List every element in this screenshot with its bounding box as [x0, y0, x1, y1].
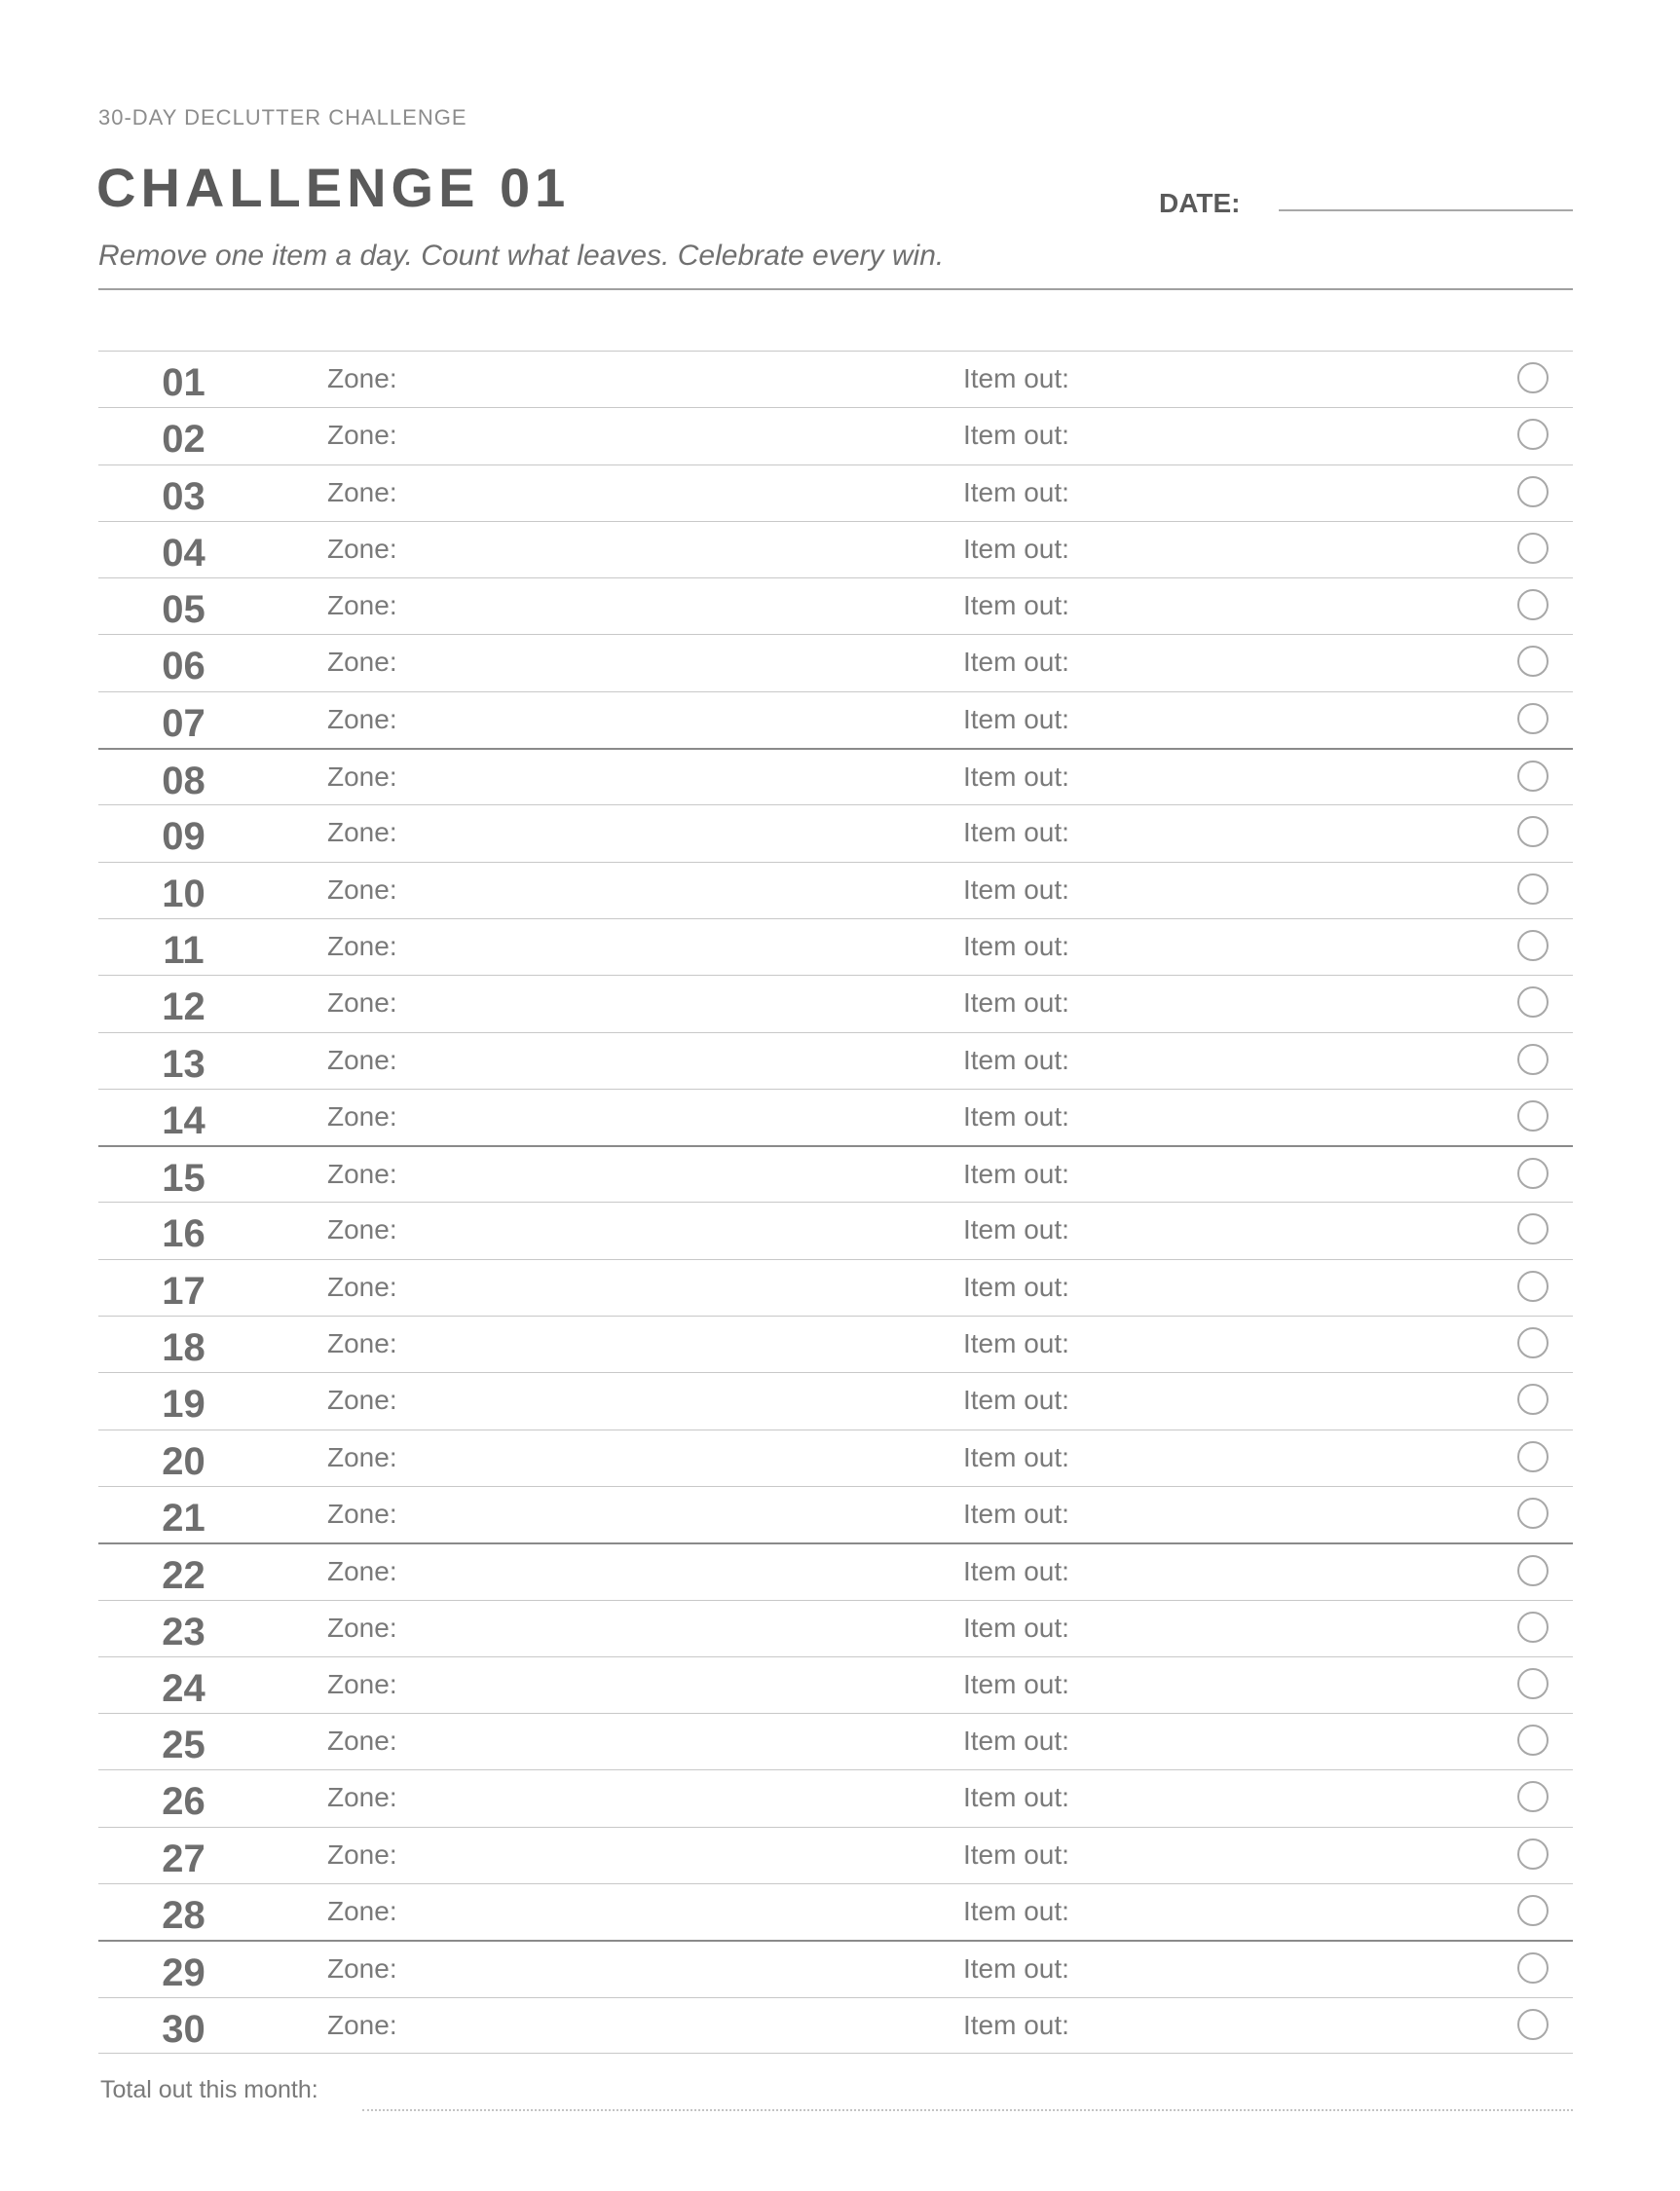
day-complete-checkbox[interactable] [1517, 1555, 1549, 1586]
item-out-field[interactable]: Item out: [963, 817, 1069, 848]
page-subtitle: Remove one item a day. Count what leaves. Celebrate every win. [98, 240, 945, 272]
day-row [98, 1713, 1573, 1769]
zone-field[interactable]: Zone: [327, 1271, 397, 1302]
zone-field[interactable]: Zone: [327, 363, 397, 393]
day-row [98, 1316, 1573, 1372]
total-label: Total out this month: [100, 2076, 318, 2103]
zone-field[interactable]: Zone: [327, 1782, 397, 1813]
day-row [98, 407, 1573, 464]
zone-field[interactable]: Zone: [327, 761, 397, 793]
day-number: 30 [162, 2007, 205, 2051]
day-complete-checkbox[interactable] [1517, 1668, 1549, 1699]
item-out-field[interactable]: Item out: [963, 1498, 1069, 1529]
day-number: 08 [162, 760, 205, 803]
day-number: 21 [162, 1496, 205, 1540]
day-number: 07 [162, 701, 205, 745]
day-complete-checkbox[interactable] [1517, 930, 1549, 961]
day-row [98, 975, 1573, 1031]
zone-field[interactable]: Zone: [327, 1556, 397, 1587]
day-complete-checkbox[interactable] [1517, 1327, 1549, 1358]
page-title: CHALLENGE 01 [96, 157, 571, 218]
zone-field[interactable]: Zone: [327, 1498, 397, 1529]
item-out-field[interactable]: Item out: [963, 590, 1069, 621]
day-row [98, 1145, 1573, 1202]
day-complete-checkbox[interactable] [1517, 589, 1549, 620]
day-row [98, 748, 1573, 804]
item-out-field[interactable]: Item out: [963, 930, 1069, 961]
day-complete-checkbox[interactable] [1517, 362, 1549, 393]
item-out-field[interactable]: Item out: [963, 2009, 1069, 2040]
day-number: 29 [162, 1951, 205, 1995]
day-complete-checkbox[interactable] [1517, 419, 1549, 450]
item-out-field[interactable]: Item out: [963, 1668, 1069, 1699]
item-out-field[interactable]: Item out: [963, 1100, 1069, 1132]
challenge-series-label: 30-DAY DECLUTTER CHALLENGE [98, 105, 467, 130]
zone-field[interactable]: Zone: [327, 1668, 397, 1699]
day-number: 12 [162, 985, 205, 1029]
day-number: 19 [162, 1383, 205, 1427]
zone-field[interactable]: Zone: [327, 987, 397, 1019]
day-number: 11 [163, 928, 205, 972]
zone-field[interactable]: Zone: [327, 930, 397, 961]
day-number: 01 [162, 361, 205, 404]
day-complete-checkbox[interactable] [1517, 873, 1549, 905]
zone-field[interactable]: Zone: [327, 1214, 397, 1245]
zone-field[interactable]: Zone: [327, 1896, 397, 1927]
item-out-field[interactable]: Item out: [963, 1441, 1069, 1472]
day-number: 27 [162, 1837, 205, 1880]
day-number: 25 [162, 1724, 205, 1767]
day-complete-checkbox[interactable] [1517, 476, 1549, 507]
day-complete-checkbox[interactable] [1517, 761, 1549, 792]
zone-field[interactable]: Zone: [327, 1328, 397, 1359]
zone-field[interactable]: Zone: [327, 1612, 397, 1643]
day-row [98, 1486, 1573, 1542]
day-row [98, 351, 1573, 407]
day-number: 13 [162, 1042, 205, 1086]
day-complete-checkbox[interactable] [1517, 1895, 1549, 1926]
zone-field[interactable]: Zone: [327, 817, 397, 848]
day-row [98, 1202, 1573, 1258]
day-complete-checkbox[interactable] [1517, 2009, 1549, 2040]
day-complete-checkbox[interactable] [1517, 646, 1549, 677]
item-out-field[interactable]: Item out: [963, 1726, 1069, 1757]
item-out-field[interactable]: Item out: [963, 1896, 1069, 1927]
item-out-field[interactable]: Item out: [963, 1953, 1069, 1985]
day-row [98, 1600, 1573, 1656]
item-out-field[interactable]: Item out: [963, 1385, 1069, 1416]
day-number: 10 [162, 872, 205, 915]
zone-field[interactable]: Zone: [327, 420, 397, 451]
item-out-field[interactable]: Item out: [963, 1556, 1069, 1587]
day-row [98, 1032, 1573, 1089]
day-number: 18 [162, 1326, 205, 1370]
zone-field[interactable]: Zone: [327, 533, 397, 564]
day-number: 04 [162, 531, 205, 575]
day-complete-checkbox[interactable] [1517, 1384, 1549, 1415]
day-list [98, 351, 1573, 2054]
day-complete-checkbox[interactable] [1517, 986, 1549, 1018]
day-row [98, 1542, 1573, 1599]
day-number: 09 [162, 815, 205, 859]
day-row [98, 1430, 1573, 1486]
day-row [98, 577, 1573, 634]
day-complete-checkbox[interactable] [1517, 1952, 1549, 1984]
zone-field[interactable]: Zone: [327, 476, 397, 507]
day-row [98, 862, 1573, 918]
zone-field[interactable]: Zone: [327, 1385, 397, 1416]
day-number: 28 [162, 1894, 205, 1938]
day-complete-checkbox[interactable] [1517, 1213, 1549, 1244]
day-number: 03 [162, 474, 205, 518]
date-field[interactable] [1279, 209, 1573, 211]
zone-field[interactable]: Zone: [327, 2009, 397, 2040]
day-complete-checkbox[interactable] [1517, 703, 1549, 734]
item-out-field[interactable]: Item out: [963, 703, 1069, 734]
day-number: 14 [162, 1098, 205, 1142]
day-row [98, 521, 1573, 577]
day-row [98, 634, 1573, 690]
item-out-field[interactable]: Item out: [963, 363, 1069, 393]
day-number: 06 [162, 645, 205, 688]
item-out-field[interactable]: Item out: [963, 1214, 1069, 1245]
day-number: 26 [162, 1780, 205, 1824]
item-out-field[interactable]: Item out: [963, 873, 1069, 905]
day-complete-checkbox[interactable] [1517, 1158, 1549, 1189]
item-out-field[interactable]: Item out: [963, 1612, 1069, 1643]
day-number: 22 [162, 1554, 205, 1598]
item-out-field[interactable]: Item out: [963, 1271, 1069, 1302]
item-out-field[interactable]: Item out: [963, 1159, 1069, 1190]
day-row [98, 1769, 1573, 1826]
day-complete-checkbox[interactable] [1517, 816, 1549, 847]
day-number: 24 [162, 1666, 205, 1710]
zone-field[interactable]: Zone: [327, 873, 397, 905]
day-complete-checkbox[interactable] [1517, 1498, 1549, 1529]
day-number: 20 [162, 1439, 205, 1483]
item-out-field[interactable]: Item out: [963, 761, 1069, 793]
header-divider [98, 288, 1573, 290]
day-row [98, 1372, 1573, 1429]
day-row [98, 918, 1573, 975]
day-row [98, 1997, 1573, 2054]
day-row [98, 1940, 1573, 1996]
zone-field[interactable]: Zone: [327, 1838, 397, 1870]
zone-field[interactable]: Zone: [327, 590, 397, 621]
zone-field[interactable]: Zone: [327, 1953, 397, 1985]
day-complete-checkbox[interactable] [1517, 1100, 1549, 1132]
item-out-field[interactable]: Item out: [963, 533, 1069, 564]
day-complete-checkbox[interactable] [1517, 533, 1549, 564]
item-out-field[interactable]: Item out: [963, 1838, 1069, 1870]
item-out-field[interactable]: Item out: [963, 1328, 1069, 1359]
day-number: 17 [162, 1269, 205, 1313]
day-row [98, 1656, 1573, 1713]
item-out-field[interactable]: Item out: [963, 1044, 1069, 1075]
zone-field[interactable]: Zone: [327, 1441, 397, 1472]
item-out-field[interactable]: Item out: [963, 1782, 1069, 1813]
day-complete-checkbox[interactable] [1517, 1271, 1549, 1302]
day-complete-checkbox[interactable] [1517, 1725, 1549, 1756]
zone-field[interactable]: Zone: [327, 647, 397, 678]
day-row [98, 1883, 1573, 1940]
day-complete-checkbox[interactable] [1517, 1044, 1549, 1075]
day-row [98, 1089, 1573, 1145]
zone-field[interactable]: Zone: [327, 703, 397, 734]
date-label: DATE: [1159, 188, 1241, 218]
day-complete-checkbox[interactable] [1517, 1612, 1549, 1643]
day-number: 23 [162, 1610, 205, 1653]
day-complete-checkbox[interactable] [1517, 1781, 1549, 1812]
day-row [98, 804, 1573, 861]
zone-field[interactable]: Zone: [327, 1100, 397, 1132]
zone-field[interactable]: Zone: [327, 1044, 397, 1075]
day-complete-checkbox[interactable] [1517, 1838, 1549, 1870]
day-row [98, 1259, 1573, 1316]
day-complete-checkbox[interactable] [1517, 1441, 1549, 1472]
day-row [98, 691, 1573, 748]
item-out-field[interactable]: Item out: [963, 420, 1069, 451]
item-out-field[interactable]: Item out: [963, 987, 1069, 1019]
zone-field[interactable]: Zone: [327, 1159, 397, 1190]
day-number: 16 [162, 1212, 205, 1256]
zone-field[interactable]: Zone: [327, 1726, 397, 1757]
day-row [98, 464, 1573, 521]
day-row [98, 1827, 1573, 1883]
total-field[interactable] [362, 2109, 1573, 2111]
day-number: 15 [162, 1157, 205, 1201]
item-out-field[interactable]: Item out: [963, 476, 1069, 507]
item-out-field[interactable]: Item out: [963, 647, 1069, 678]
day-number: 05 [162, 588, 205, 632]
day-number: 02 [162, 418, 205, 462]
